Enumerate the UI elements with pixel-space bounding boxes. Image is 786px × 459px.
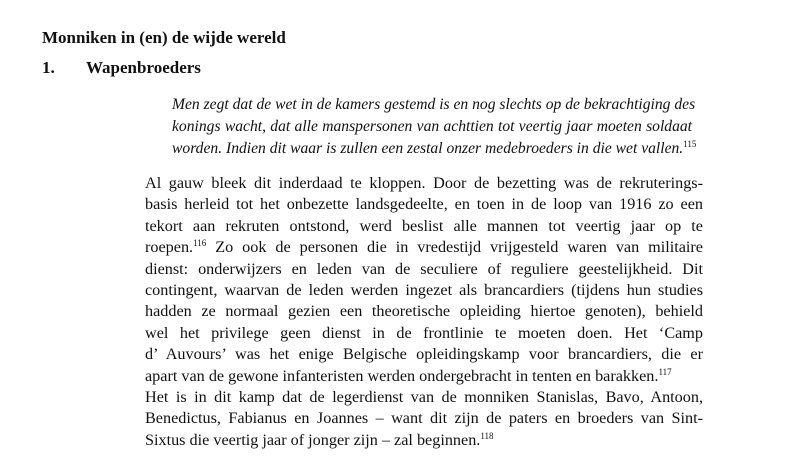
paragraph-line-text: roepen. xyxy=(145,238,194,257)
paragraph-line xyxy=(145,237,703,258)
quote-line-text: worden. Indien dit waar is zullen een zestal onzer medebroeders in die wet vallen. xyxy=(172,140,684,157)
paragraph-line-text: apart van de gewone infanteristen werden ondergebracht in tenten en barakken. xyxy=(145,366,659,385)
paragraph-line: wel het privilege geen dienst in de frontlinie te moeten doen. Het ‘Camp xyxy=(145,323,703,342)
footnote-marker: 117 xyxy=(658,366,672,377)
paragraph-line: Al gauw bleek dit inderdaad te kloppen. Door de bezetting was de rekruterings- xyxy=(145,174,703,192)
paragraph-line: Benedictus, Fabianus en Joannes – want dit zijn de paters en broeders van Sint- xyxy=(145,409,703,428)
paragraph-line xyxy=(145,366,703,387)
paragraph-line: dienst: onderwijzers en leden van de seculiere of reguliere geestelijkheid. Dit xyxy=(145,259,703,278)
paragraph-line: basis herleid tot het onbezette landsgedeelte, en toen in de loop van 1916 zo een xyxy=(145,195,703,214)
paragraph-line xyxy=(145,430,703,451)
chapter-title: Monniken in (en) de wijde wereld xyxy=(42,28,286,47)
paragraph-line: d’ Auvours’ was het enige Belgische opleidingskamp voor brancardiers, die er xyxy=(145,345,703,364)
quote-line: Men zegt dat de wet in de kamers gestemd is en nog slechts op de bekrachtiging des xyxy=(172,96,696,113)
footnote-marker: 116 xyxy=(193,238,207,249)
section-heading xyxy=(42,58,201,78)
paragraph-line: tekort aan rekruten ontstond, werd beslist alle mannen tot veertig jaar op te xyxy=(145,216,703,235)
quote-line: konings wacht, dat alle manspersonen van achttien tot veertig jaar moeten soldaat xyxy=(172,118,692,135)
block-quote xyxy=(172,94,697,160)
paragraph-line: contingent, waarvan de leden werden ingezet als brancardiers (tijdens hun studies xyxy=(145,281,703,300)
body-paragraph xyxy=(145,173,703,451)
section-number: 1. xyxy=(42,58,55,77)
paragraph-line-text: Zo ook de personen die in vredestijd vrijgesteld waren van militaire xyxy=(206,238,703,257)
paragraph-line: Het is in dit kamp dat de legerdienst van de monniken Stanislas, Bavo, Antoon, xyxy=(145,388,703,407)
paragraph-line-text: Sixtus die veertig jaar of jonger zijn – zal beginnen. xyxy=(145,430,481,449)
section-title: Wapenbroeders xyxy=(86,58,201,77)
footnote-marker: 118 xyxy=(480,430,494,441)
quote-line xyxy=(172,138,697,160)
footnote-marker: 115 xyxy=(683,139,697,149)
paragraph-line: hadden ze normaal gezien een theoretische opleiding hiertoe genoten), behield xyxy=(145,302,703,321)
